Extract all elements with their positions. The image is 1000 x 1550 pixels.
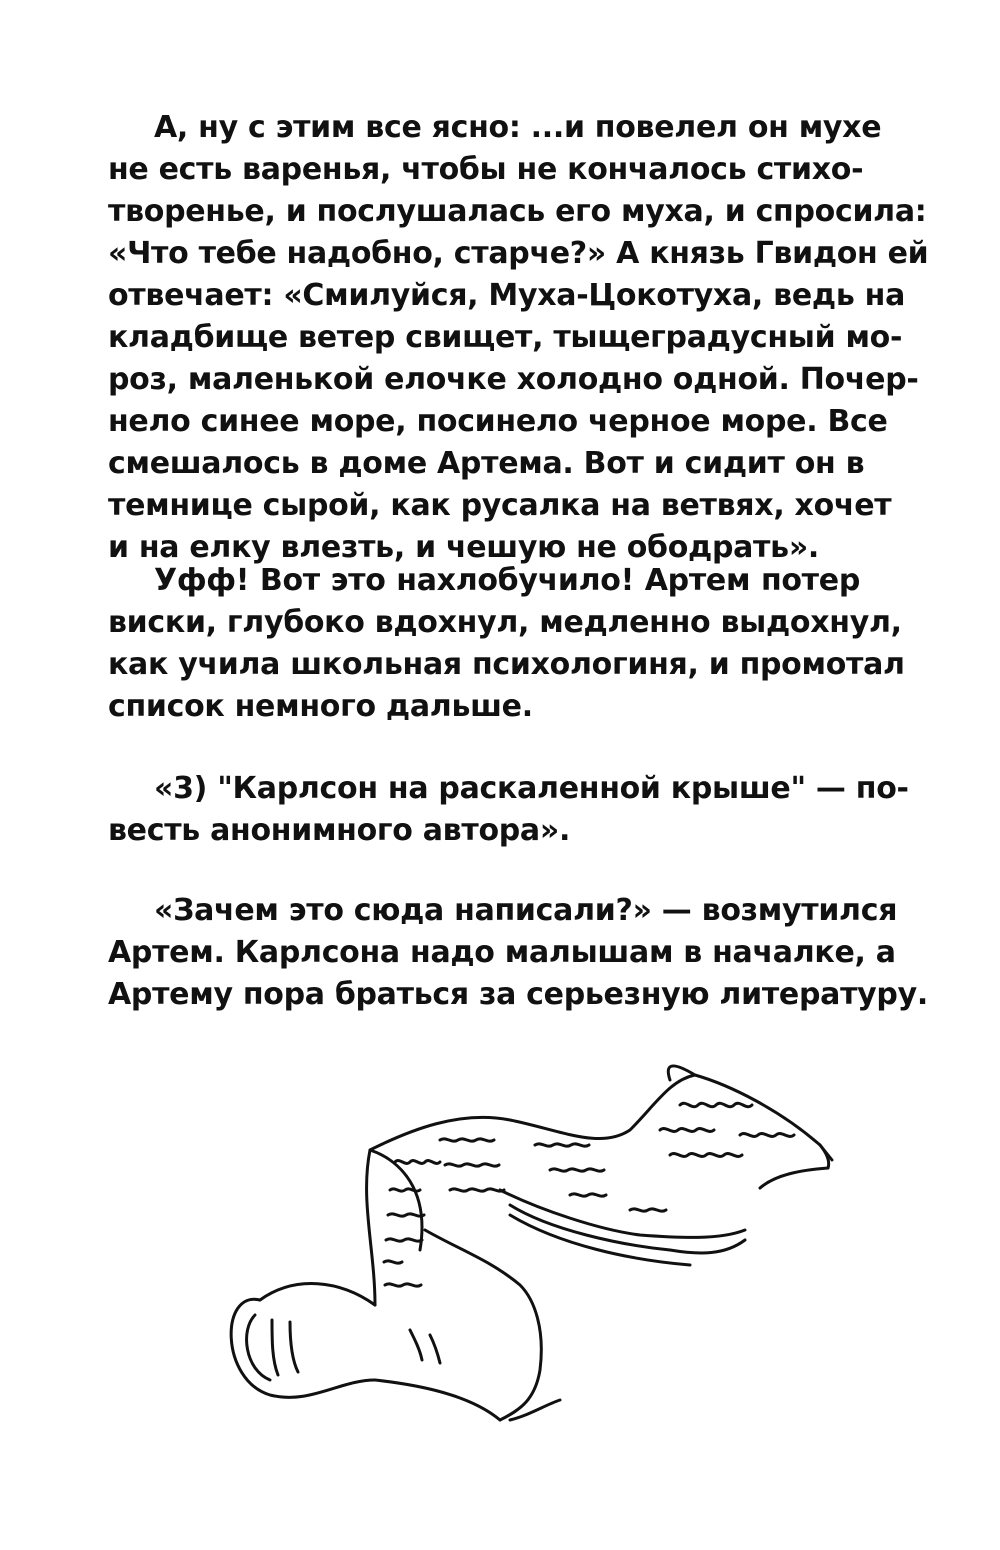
paragraph-2: [108, 560, 905, 728]
text-line: темнице сырой, как русалка на ветвях, хочет: [108, 488, 892, 523]
scroll-illustration: [200, 1050, 840, 1430]
text-line: Артем. Карлсона надо малышам в началке, а: [108, 935, 896, 970]
text-line: «3) "Карлсон на раскаленной крыше" — по-: [154, 771, 909, 806]
paragraph-4: [108, 890, 928, 1016]
paragraph-1: [108, 107, 929, 569]
paragraph-3: [108, 768, 909, 852]
text-line: как учила школьная психологиня, и промотал: [108, 647, 905, 682]
text-line: А, ну с этим все ясно: ...и повелел он мухе: [154, 110, 882, 145]
text-line: и на елку влезть, и чешую не ободрать».: [108, 530, 819, 565]
text-line: «Что тебе надобно, старче?» А князь Гвидон ей: [108, 236, 929, 271]
text-line: нело синее море, посинело черное море. Все: [108, 404, 888, 439]
text-line: список немного дальше.: [108, 689, 533, 724]
text-line: «Зачем это сюда написали?» — возмутился: [154, 893, 898, 928]
text-line: Артему пора браться за серьезную литературу.: [108, 977, 928, 1012]
text-line: смешалось в доме Артема. Вот и сидит он в: [108, 446, 865, 481]
text-line: творенье, и послушалась его муха, и спросила:: [108, 194, 927, 229]
text-line: Уфф! Вот это нахлобучило! Артем потер: [154, 563, 860, 598]
scroll-icon: [200, 1050, 840, 1430]
text-line: роз, маленькой елочке холодно одной. Почер-: [108, 362, 919, 397]
text-line: отвечает: «Смилуйся, Муха-Цокотуха, ведь на: [108, 278, 906, 313]
text-line: весть анонимного автора».: [108, 813, 571, 848]
text-line: кладбище ветер свищет, тыщеградусный мо-: [108, 320, 903, 355]
text-line: не есть варенья, чтобы не кончалось стихо-: [108, 152, 864, 187]
text-line: виски, глубоко вдохнул, медленно выдохнул,: [108, 605, 902, 640]
